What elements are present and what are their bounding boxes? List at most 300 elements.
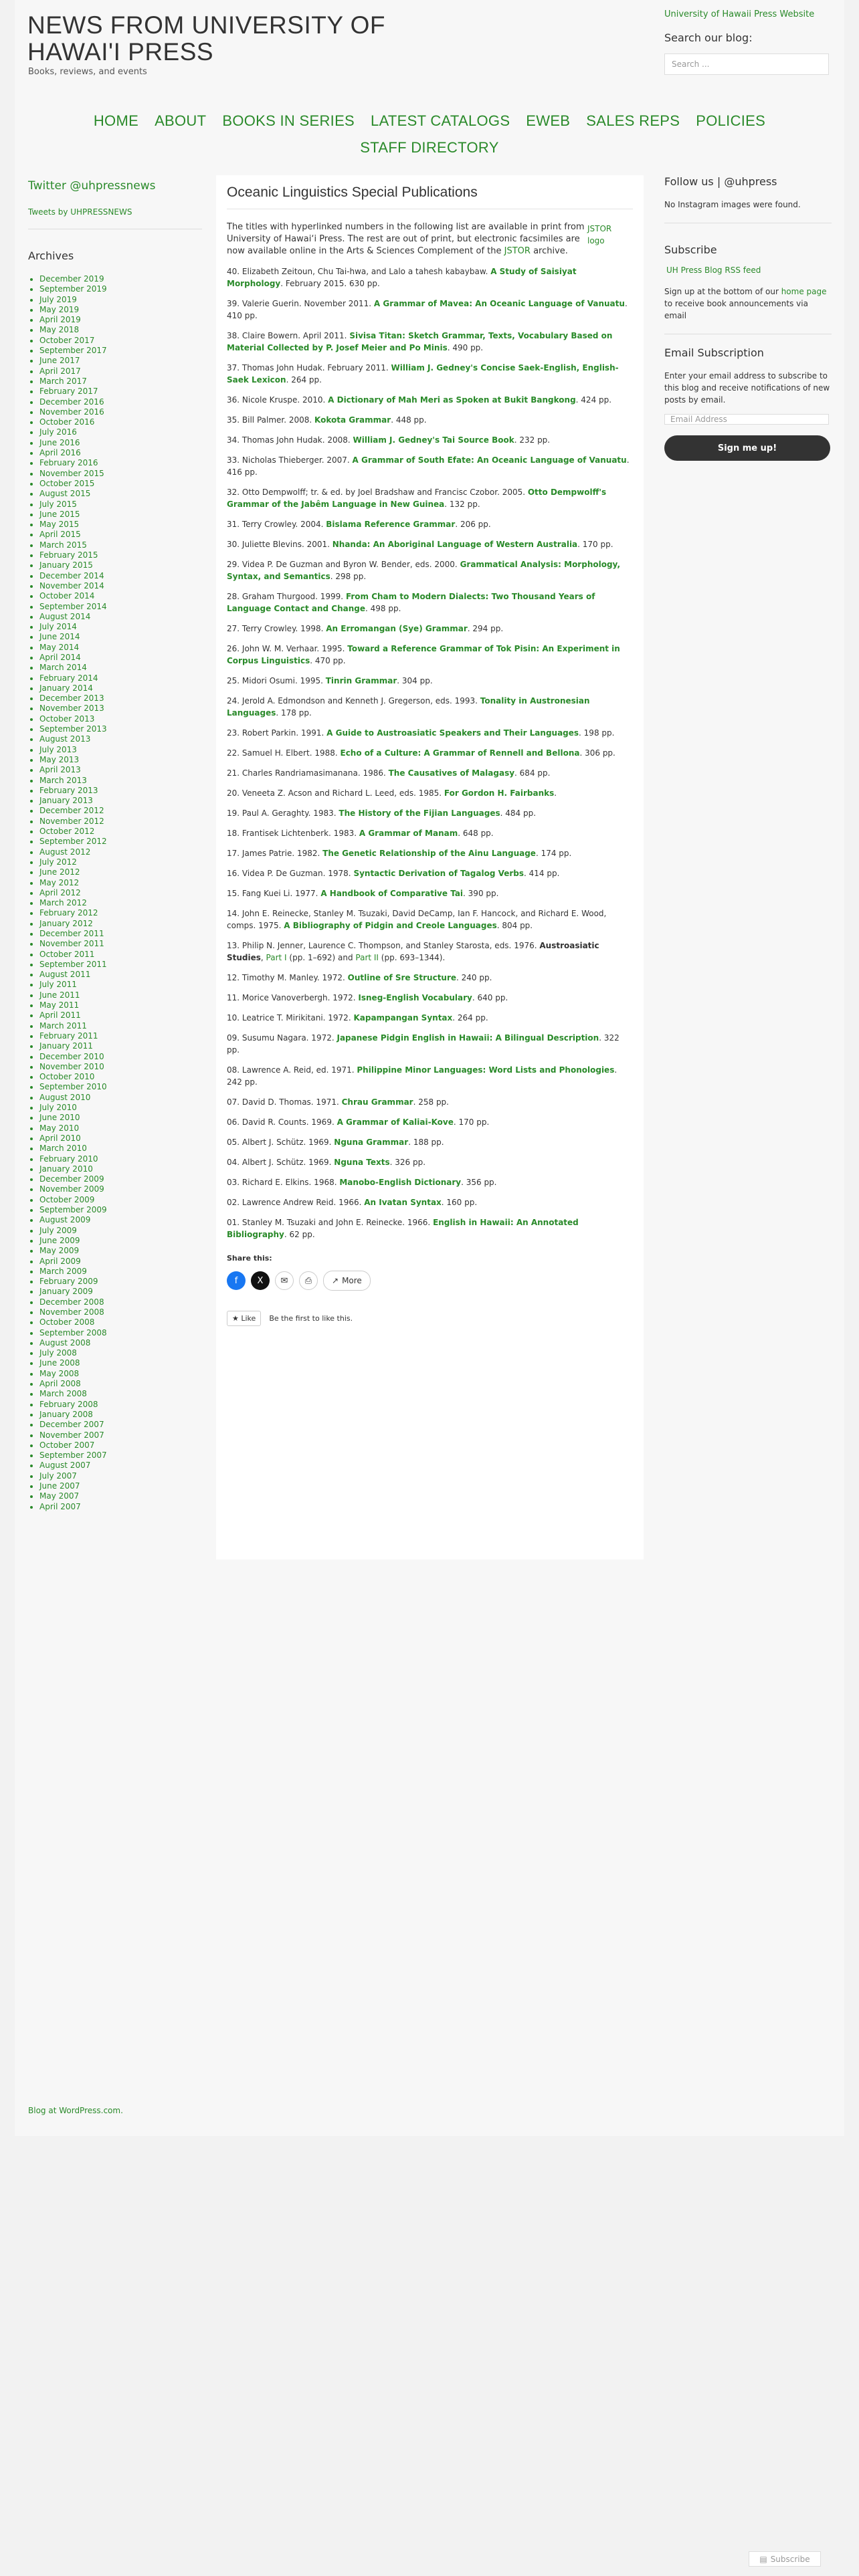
entry-pages: . 410 pp. <box>227 299 628 320</box>
archive-link[interactable]: March 2014 <box>39 663 87 673</box>
archive-link[interactable]: November 2015 <box>39 468 104 478</box>
entry-details: 10. Leatrice T. Mirikitani. 1972. <box>227 1013 354 1023</box>
archive-item <box>39 765 202 775</box>
archive-link[interactable]: December 2011 <box>39 929 104 938</box>
star-icon: ★ <box>232 1314 239 1323</box>
archive-link[interactable]: March 2010 <box>39 1144 87 1154</box>
archive-link[interactable]: December 2012 <box>39 806 104 816</box>
archive-item <box>39 458 202 468</box>
archive-item <box>39 1297 202 1307</box>
entry-title-link[interactable] <box>284 921 496 930</box>
archive-link[interactable]: June 2016 <box>39 437 80 447</box>
archive-link[interactable]: December 2009 <box>39 1174 104 1184</box>
nav-item[interactable]: EWEB <box>526 112 571 129</box>
entry-pages: . 188 pp. <box>408 1138 444 1147</box>
entry-pages: . 198 pp. <box>579 728 615 738</box>
entry-pages: . 448 pp. <box>391 415 427 425</box>
archive-link[interactable]: June 2009 <box>39 1235 80 1245</box>
archive-link[interactable]: March 2012 <box>39 898 87 908</box>
entry-title-link[interactable] <box>353 1013 452 1023</box>
entry-details: 36. Nicole Kruspe. 2010. <box>227 395 328 405</box>
entry-title-link[interactable] <box>342 1097 413 1107</box>
archive-link[interactable]: July 2007 <box>39 1471 77 1481</box>
entry-pages: . 356 pp. <box>461 1178 497 1187</box>
archive-link[interactable]: October 2009 <box>39 1194 95 1204</box>
like-button[interactable] <box>227 1311 261 1326</box>
archive-link[interactable]: April 2015 <box>39 530 81 540</box>
entry-pages: . 240 pp. <box>456 973 492 982</box>
x-share-button[interactable] <box>251 1271 270 1290</box>
archive-link[interactable]: September 2007 <box>39 1451 107 1461</box>
header-widgets <box>664 9 832 75</box>
archive-link[interactable]: November 2010 <box>39 1061 104 1071</box>
archive-link[interactable]: February 2010 <box>39 1154 98 1164</box>
entry-title-link[interactable] <box>339 809 500 818</box>
archive-link[interactable]: May 2010 <box>39 1123 80 1133</box>
archive-link[interactable]: May 2007 <box>39 1491 80 1501</box>
entry-title-link[interactable] <box>326 728 579 738</box>
archive-link[interactable]: October 2017 <box>39 335 95 345</box>
rss-feed-link[interactable]: UH Press Blog RSS feed <box>666 265 761 275</box>
entry-pages: . 390 pp. <box>463 889 499 898</box>
floating-subscribe-button[interactable] <box>749 2551 821 2567</box>
entry-title-link[interactable] <box>358 993 472 1002</box>
archive-link[interactable]: March 2011 <box>39 1021 87 1031</box>
entry-pages: . 170 pp. <box>453 1117 490 1127</box>
entry-title-link[interactable] <box>326 520 455 529</box>
archive-link[interactable]: May 2011 <box>39 1000 80 1010</box>
archive-link[interactable]: October 2015 <box>39 478 95 488</box>
entry-title: From Cham to Modern Dialects: Two Thousand Years of Language Contact and Change <box>227 592 595 613</box>
jstor-logo-image[interactable]: JSTOR logo <box>587 224 612 245</box>
archive-link[interactable]: November 2016 <box>39 407 104 417</box>
entry-title-link[interactable] <box>320 889 463 898</box>
archive-link[interactable]: June 2015 <box>39 509 80 519</box>
archive-link[interactable]: November 2007 <box>39 1430 104 1440</box>
nav-item[interactable]: ABOUT <box>155 112 207 129</box>
entry-title: Echo of a Culture: A Grammar of Rennell and Bellona <box>340 748 580 758</box>
publication-entry <box>227 847 633 859</box>
entry-pages: . 132 pp. <box>444 500 480 509</box>
archive-link[interactable]: March 2008 <box>39 1389 87 1399</box>
entry-details: 21. Charles Randriamasimanana. 1986. <box>227 768 389 778</box>
entry-title-link[interactable] <box>341 748 580 758</box>
entry-title: Nguna Texts <box>334 1158 390 1167</box>
archive-link[interactable]: October 2014 <box>39 591 95 601</box>
entry-title-link[interactable] <box>314 415 391 425</box>
entry-pages: . 304 pp. <box>397 676 433 685</box>
entry-title-link[interactable] <box>334 1158 389 1167</box>
archive-link[interactable]: August 2007 <box>39 1461 91 1471</box>
archive-link[interactable]: May 2019 <box>39 304 80 314</box>
archive-link[interactable]: February 2009 <box>39 1277 98 1287</box>
email-share-button[interactable] <box>275 1271 294 1290</box>
archive-item <box>39 530 202 540</box>
archive-link[interactable]: April 2011 <box>39 1010 81 1021</box>
home-page-link[interactable]: home page <box>781 287 827 296</box>
archive-link[interactable]: May 2013 <box>39 754 80 764</box>
archive-item <box>39 1052 202 1062</box>
entry-title: A Study of Saisiyat Morphology <box>227 267 577 288</box>
archive-item <box>39 878 202 888</box>
publication-entry <box>227 992 633 1004</box>
entry-title-link[interactable] <box>353 435 514 445</box>
archive-item <box>39 867 202 877</box>
nav-item[interactable]: BOOKS IN SERIES <box>222 112 355 129</box>
archive-item <box>39 663 202 673</box>
archive-item <box>39 734 202 744</box>
entry-details: 07. David D. Thomas. 1971. <box>227 1097 342 1107</box>
archive-link[interactable]: July 2014 <box>39 622 77 632</box>
entry-title: Syntactic Derivation of Tagalog Verbs <box>353 869 524 878</box>
archive-link[interactable]: May 2008 <box>39 1368 80 1378</box>
archive-link[interactable]: December 2010 <box>39 1051 104 1061</box>
entry-title-link[interactable] <box>353 455 627 465</box>
archive-link[interactable]: December 2013 <box>39 693 104 704</box>
publication-entry <box>227 1196 633 1208</box>
archive-link[interactable]: September 2013 <box>39 724 107 734</box>
archive-item <box>39 960 202 970</box>
nav-item[interactable]: STAFF DIRECTORY <box>360 139 499 156</box>
archive-item <box>39 284 202 294</box>
publication-entry <box>227 538 633 550</box>
archive-link[interactable]: April 2019 <box>39 315 81 325</box>
archive-link[interactable]: July 2008 <box>39 1348 77 1358</box>
archive-link[interactable]: January 2009 <box>39 1287 93 1297</box>
archive-link[interactable]: July 2011 <box>39 980 77 990</box>
archive-item <box>39 366 202 377</box>
archive-link[interactable]: January 2014 <box>39 683 93 693</box>
archive-link[interactable]: December 2007 <box>39 1420 104 1430</box>
entry-details: 33. Nicholas Thieberger. 2007. <box>227 455 353 465</box>
entry-title-link[interactable] <box>326 624 467 633</box>
archive-item <box>39 1082 202 1092</box>
entry-title: William J. Gedney's Tai Source Book <box>353 435 514 445</box>
entry-title-link[interactable] <box>334 1138 408 1147</box>
like-label: Like <box>241 1314 256 1323</box>
archive-link[interactable]: December 2019 <box>39 274 104 284</box>
entry-title-link[interactable] <box>348 973 456 982</box>
archive-item <box>39 1471 202 1481</box>
archive-item <box>39 612 202 622</box>
archive-link[interactable]: August 2010 <box>39 1092 91 1102</box>
archive-link[interactable]: July 2013 <box>39 744 77 754</box>
wordpress-credit-link[interactable]: Blog at WordPress.com. <box>28 2106 123 2115</box>
publication-entry <box>227 1064 633 1088</box>
entry-title-link[interactable] <box>337 1117 454 1127</box>
entry-pages: . 804 pp. <box>496 921 533 930</box>
share-icon: ↗ <box>332 1276 339 1285</box>
archive-link[interactable]: August 2008 <box>39 1337 91 1348</box>
archive-link[interactable]: March 2013 <box>39 775 87 785</box>
archive-link[interactable]: January 2010 <box>39 1164 93 1174</box>
archive-link[interactable]: October 2008 <box>39 1317 95 1327</box>
archive-item <box>39 1031 202 1041</box>
email-subscription-text: Enter your email address to subscribe to this blog and receive notifications of new posts by email. <box>664 371 830 405</box>
entry-details: 40. Elizabeth Zeitoun, Chu Tai-hwa, and Lalo a tahesh kabaybaw. <box>227 267 491 276</box>
archive-link[interactable]: November 2011 <box>39 939 104 949</box>
entry-title-link[interactable] <box>339 1178 461 1187</box>
entry-title-link[interactable] <box>374 299 625 308</box>
entry-pages: . 640 pp. <box>472 993 508 1002</box>
archive-link[interactable]: May 2012 <box>39 877 80 887</box>
entry-pages: . 416 pp. <box>227 455 630 477</box>
signup-text-end: to receive book announcements via email <box>664 299 808 320</box>
archive-item <box>39 1328 202 1338</box>
entry-details: 02. Lawrence Andrew Reid. 1966. <box>227 1198 365 1207</box>
archive-link[interactable]: November 2008 <box>39 1307 104 1317</box>
publication-entry <box>227 1156 633 1168</box>
archive-link[interactable]: October 2007 <box>39 1440 95 1450</box>
print-share-button[interactable] <box>299 1271 318 1290</box>
search-input[interactable]: Search ... <box>664 53 829 75</box>
entry-details: 12. Timothy M. Manley. 1972. <box>227 973 348 982</box>
entry-pages: . 414 pp. <box>524 869 560 878</box>
archive-link[interactable]: October 2010 <box>39 1072 95 1082</box>
publication-entry <box>227 1216 633 1241</box>
archive-link[interactable]: June 2010 <box>39 1113 80 1123</box>
publication-entry <box>227 591 633 615</box>
publication-entry <box>227 1116 633 1128</box>
archive-link[interactable]: February 2008 <box>39 1399 98 1409</box>
archive-link[interactable]: August 2009 <box>39 1215 91 1225</box>
archive-link[interactable]: April 2009 <box>39 1256 81 1266</box>
entry-title-link[interactable] <box>357 1065 614 1075</box>
search-title: Search our blog: <box>664 31 753 44</box>
archive-link[interactable]: February 2016 <box>39 458 98 468</box>
nav-item[interactable]: POLICIES <box>696 112 766 129</box>
archive-link[interactable]: March 2015 <box>39 540 87 550</box>
entry-title-link[interactable] <box>326 676 397 685</box>
archive-link[interactable]: January 2008 <box>39 1409 93 1419</box>
archive-link[interactable]: September 2019 <box>39 284 107 294</box>
part-1-link[interactable]: Part I <box>266 953 287 962</box>
nav-item[interactable]: LATEST CATALOGS <box>371 112 510 129</box>
archive-link[interactable]: August 2011 <box>39 970 91 980</box>
archive-link[interactable]: December 2008 <box>39 1297 104 1307</box>
main-navigation <box>15 112 844 130</box>
archive-item <box>39 540 202 550</box>
archive-link[interactable]: July 2016 <box>39 427 77 437</box>
facebook-share-button[interactable] <box>227 1271 246 1290</box>
archive-link[interactable]: December 2014 <box>39 570 104 580</box>
archive-link[interactable]: August 2014 <box>39 611 91 621</box>
archive-item <box>39 622 202 632</box>
entry-title: Kapampangan Syntax <box>353 1013 453 1023</box>
more-share-button[interactable] <box>323 1271 371 1291</box>
nav-item[interactable]: HOME <box>93 112 139 129</box>
publication-list <box>227 265 633 1241</box>
entry-pages: . 258 pp. <box>413 1097 449 1107</box>
archive-link[interactable]: September 2008 <box>39 1327 107 1337</box>
entry-title-link[interactable] <box>353 869 524 878</box>
email-address-input[interactable]: Email Address <box>664 414 829 425</box>
entry-details: 30. Juliette Blevins. 2001. <box>227 540 332 549</box>
entry-details: 28. Graham Thurgood. 1999. <box>227 592 346 601</box>
archive-link[interactable]: November 2009 <box>39 1184 104 1194</box>
site-title[interactable]: NEWS FROM UNIVERSITY OF HAWAI'I PRESS <box>27 11 386 66</box>
archive-link[interactable]: March 2017 <box>39 376 87 386</box>
archive-link[interactable]: September 2011 <box>39 959 107 969</box>
archive-link[interactable]: January 2011 <box>39 1041 93 1051</box>
archive-link[interactable]: February 2015 <box>39 550 98 560</box>
archive-item <box>39 1164 202 1174</box>
archive-link[interactable]: February 2012 <box>39 908 98 918</box>
archive-link[interactable]: February 2013 <box>39 785 98 795</box>
archive-item <box>39 1440 202 1451</box>
archive-link[interactable]: February 2014 <box>39 673 98 683</box>
archive-link[interactable]: April 2012 <box>39 887 81 897</box>
publication-entry <box>227 767 633 779</box>
entry-pages: . 264 pp. <box>452 1013 488 1023</box>
archive-link[interactable]: September 2009 <box>39 1205 107 1215</box>
archive-item <box>39 1215 202 1225</box>
archive-link[interactable]: October 2012 <box>39 827 95 837</box>
entry-title-link[interactable] <box>322 849 536 858</box>
archive-item <box>39 755 202 765</box>
nav-item[interactable]: SALES REPS <box>586 112 680 129</box>
archive-link[interactable]: July 2009 <box>39 1225 77 1235</box>
archive-link[interactable]: June 2012 <box>39 867 80 877</box>
archive-item <box>39 1226 202 1236</box>
entry-title: Nguna Grammar <box>334 1138 409 1147</box>
entry-title: Austroasiatic Studies <box>227 941 599 962</box>
archive-link[interactable]: May 2015 <box>39 520 80 530</box>
archive-link[interactable]: March 2009 <box>39 1266 87 1276</box>
entry-title-link[interactable] <box>328 395 576 405</box>
entry-pages: . 242 pp. <box>227 1065 617 1087</box>
publication-entry <box>227 265 633 290</box>
entry-title: Bislama Reference Grammar <box>326 520 456 529</box>
archive-link[interactable]: January 2012 <box>39 918 93 928</box>
archive-link[interactable]: September 2012 <box>39 837 107 847</box>
entry-pages: . 322 pp. <box>227 1033 619 1055</box>
archive-link[interactable]: April 2013 <box>39 765 81 775</box>
archive-link[interactable]: May 2018 <box>39 325 80 335</box>
entry-pages: . 206 pp. <box>455 520 491 529</box>
left-sidebar <box>28 179 202 1512</box>
like-text: Be the first to like this. <box>269 1314 353 1323</box>
archive-item <box>39 837 202 847</box>
archive-item <box>39 387 202 397</box>
entry-details: 24. Jerold A. Edmondson and Kenneth J. Gregerson, eds. 1993. <box>227 696 480 706</box>
archive-link[interactable]: June 2017 <box>39 356 80 366</box>
archive-link[interactable]: December 2016 <box>39 397 104 407</box>
publication-entry <box>227 1176 633 1188</box>
archive-item <box>39 632 202 642</box>
entry-pages: . 306 pp. <box>579 748 615 758</box>
publication-entry <box>227 675 633 687</box>
archive-item <box>39 1134 202 1144</box>
share-buttons <box>227 1271 633 1291</box>
entry-title-link[interactable] <box>389 768 514 778</box>
archive-link[interactable]: October 2011 <box>39 949 95 959</box>
entry-title-link[interactable] <box>444 788 554 798</box>
jstor-link[interactable]: JSTOR <box>504 246 531 256</box>
tweets-link[interactable]: Tweets by UHPRESSNEWS <box>28 207 132 217</box>
archive-link[interactable]: August 2012 <box>39 847 91 857</box>
archive-link[interactable]: September 2017 <box>39 346 107 356</box>
entry-title-link[interactable] <box>364 1198 442 1207</box>
entry-title: Manobo-English Dictionary <box>339 1178 462 1187</box>
archive-link[interactable]: June 2007 <box>39 1481 80 1491</box>
entry-title: Isneg-English Vocabulary <box>358 993 472 1002</box>
archive-link[interactable]: January 2013 <box>39 796 93 806</box>
entry-details: 20. Veneeta Z. Acson and Richard L. Leed, eds. 1985. <box>227 788 444 798</box>
archive-item <box>39 448 202 458</box>
entry-details: 29. Videa P. De Guzman and Byron W. Bender, eds. 2000. <box>227 560 460 569</box>
part-2-link[interactable]: Part II <box>355 953 379 962</box>
archive-link[interactable]: September 2014 <box>39 601 107 611</box>
archive-link[interactable]: January 2015 <box>39 560 93 570</box>
twitter-widget-title[interactable]: Twitter @uhpressnews <box>28 179 156 193</box>
archive-link[interactable]: November 2014 <box>39 580 104 591</box>
archive-link[interactable]: May 2014 <box>39 642 80 652</box>
entry-pages: (pp. 693–1344). <box>378 953 446 962</box>
publication-entry <box>227 434 633 446</box>
archive-item <box>39 1246 202 1256</box>
archive-item <box>39 591 202 601</box>
publication-entry <box>227 623 633 635</box>
archive-link[interactable]: November 2012 <box>39 816 104 826</box>
entry-details: 18. Frantisek Lichtenberk. 1983. <box>227 829 359 838</box>
archive-link[interactable]: April 2007 <box>39 1501 81 1511</box>
archive-link[interactable]: July 2012 <box>39 857 77 867</box>
publication-entry <box>227 827 633 839</box>
archive-link[interactable]: July 2019 <box>39 294 77 304</box>
archive-link[interactable]: April 2014 <box>39 652 81 662</box>
archive-link[interactable]: July 2015 <box>39 499 77 509</box>
archive-link[interactable]: October 2013 <box>39 714 95 724</box>
sign-me-up-button[interactable]: Sign me up! <box>664 435 830 461</box>
email-subscription-title: Email Subscription <box>664 346 764 359</box>
archive-link[interactable]: November 2013 <box>39 704 104 714</box>
archive-link[interactable]: June 2014 <box>39 632 80 642</box>
archive-item <box>39 1021 202 1031</box>
archive-link[interactable]: April 2016 <box>39 448 81 458</box>
archive-link[interactable]: February 2017 <box>39 387 98 397</box>
archive-item <box>39 1307 202 1317</box>
archive-link[interactable]: April 2008 <box>39 1379 81 1389</box>
entry-details: 04. Albert J. Schütz. 1969. <box>227 1158 335 1167</box>
entry-title-link[interactable] <box>337 1033 599 1043</box>
more-label: More <box>342 1276 362 1285</box>
entry-title: For Gordon H. Fairbanks <box>444 788 555 798</box>
press-website-link[interactable]: University of Hawaii Press Website <box>664 9 815 19</box>
publication-entry <box>227 972 633 984</box>
archive-link[interactable]: September 2010 <box>39 1082 107 1092</box>
archive-link[interactable]: July 2010 <box>39 1103 77 1113</box>
archive-link[interactable]: May 2009 <box>39 1246 80 1256</box>
x-icon: X <box>257 1275 264 1286</box>
archive-link[interactable]: June 2011 <box>39 990 80 1000</box>
publication-entry <box>227 695 633 719</box>
publication-entry <box>227 558 633 582</box>
archive-link[interactable]: April 2017 <box>39 366 81 376</box>
archive-link[interactable]: October 2016 <box>39 417 95 427</box>
post-article <box>216 175 644 1560</box>
archive-item <box>39 898 202 908</box>
entry-title-link[interactable] <box>359 829 458 838</box>
archive-link[interactable]: August 2015 <box>39 489 91 499</box>
entry-pages: . 294 pp. <box>467 624 504 633</box>
entry-title-link[interactable] <box>332 540 577 549</box>
archive-link[interactable]: February 2011 <box>39 1031 98 1041</box>
archive-link[interactable]: June 2008 <box>39 1358 80 1368</box>
archive-link[interactable]: August 2013 <box>39 734 91 744</box>
entry-title: Otto Dempwolff's Grammar of the Jabêm Language in New Guinea <box>227 488 607 509</box>
archive-link[interactable]: April 2010 <box>39 1133 81 1143</box>
